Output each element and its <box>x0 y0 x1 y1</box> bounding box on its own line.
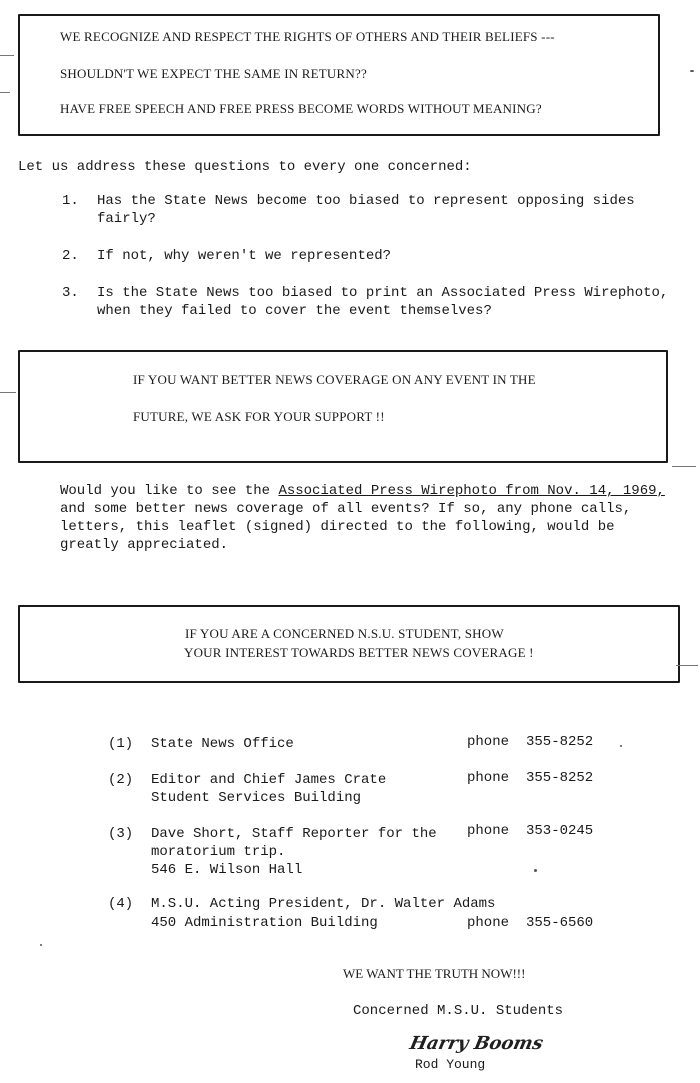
intro-text: Let us address these questions to every one concerned: <box>18 159 472 175</box>
contact-phone: 355-8252 <box>526 770 594 786</box>
question-text: Is the State News too biased to print an Associated Press Wirephoto, <box>97 285 669 301</box>
photocopy-speck <box>40 944 42 946</box>
contact-name: State News Office <box>151 736 294 752</box>
contact-number: (1) <box>108 736 134 752</box>
photocopy-speck <box>534 869 537 872</box>
contact-phone-label: phone <box>467 915 510 931</box>
contact-number: (4) <box>108 896 134 912</box>
photocopy-speck <box>690 70 694 72</box>
box1-line2: SHOULDN'T WE EXPECT THE SAME IN RETURN?? <box>60 66 367 81</box>
appeal-line1 <box>60 482 665 500</box>
photocopy-mark <box>676 665 698 666</box>
contact-address: 450 Administration Building <box>151 915 378 931</box>
box1-line3: HAVE FREE SPEECH AND FREE PRESS BECOME WORDS WITHOUT MEANING? <box>60 101 542 116</box>
contact-phone-label: phone <box>467 734 510 750</box>
question-number: 1. <box>62 193 79 209</box>
box2-line1: IF YOU WANT BETTER NEWS COVERAGE ON ANY EVENT IN THE <box>133 372 536 387</box>
question-text-cont: when they failed to cover the event themselves? <box>97 303 492 319</box>
appeal-line4: greatly appreciated. <box>60 537 229 553</box>
appeal-line3: letters, this leaflet (signed) directed to the following, would be <box>60 519 615 535</box>
contact-number: (2) <box>108 772 134 788</box>
photocopy-speck <box>620 745 622 747</box>
contact-name: Editor and Chief James Crate <box>151 772 387 788</box>
contact-phone-label: phone <box>467 823 510 839</box>
signer-name: Rod Young <box>415 1057 486 1072</box>
contact-address: 546 E. Wilson Hall <box>151 862 303 878</box>
contact-phone: 353-0245 <box>526 823 594 839</box>
box3-line2: YOUR INTEREST TOWARDS BETTER NEWS COVERAGE ! <box>184 645 534 660</box>
wirephoto-reference: Associated Press Wirephoto from Nov. 14, 1969, <box>278 483 665 499</box>
contact-name: Dave Short, Staff Reporter for the <box>151 826 437 842</box>
photocopy-mark <box>672 466 696 467</box>
question-text: Has the State News become too biased to represent opposing sides <box>97 193 635 209</box>
concerned-student-box <box>18 605 680 683</box>
photocopy-mark <box>0 55 14 56</box>
question-text: If not, why weren't we represented? <box>97 248 392 264</box>
box2-line2: FUTURE, WE ASK FOR YOUR SUPPORT !! <box>133 409 385 424</box>
question-number: 2. <box>62 248 79 264</box>
question-number: 3. <box>62 285 79 301</box>
photocopy-mark <box>0 392 16 393</box>
photocopy-mark <box>0 92 10 93</box>
contact-phone: 355-6560 <box>526 915 594 931</box>
contact-address: Student Services Building <box>151 790 362 806</box>
question-text-cont: fairly? <box>97 211 156 227</box>
contact-number: (3) <box>108 826 134 842</box>
appeal-prefix: Would you like to see the <box>60 483 279 499</box>
organization-name: Concerned M.S.U. Students <box>353 1003 564 1019</box>
contact-phone-label: phone <box>467 770 510 786</box>
contact-phone: 355-8252 <box>526 734 594 750</box>
box1-line1: WE RECOGNIZE AND RESPECT THE RIGHTS OF OTHERS AND THEIR BELIEFS --- <box>60 29 555 44</box>
contact-name: M.S.U. Acting President, Dr. Walter Adams <box>151 896 496 912</box>
truth-demand: WE WANT THE TRUTH NOW!!! <box>343 966 526 981</box>
box3-line1: IF YOU ARE A CONCERNED N.S.U. STUDENT, SHOW <box>185 626 504 641</box>
contact-detail: moratorium trip. <box>151 844 286 860</box>
support-box <box>18 350 668 463</box>
appeal-line2: and some better news coverage of all events? If so, any phone calls, <box>60 501 632 517</box>
handwritten-signature: Harry Booms <box>407 1033 546 1054</box>
